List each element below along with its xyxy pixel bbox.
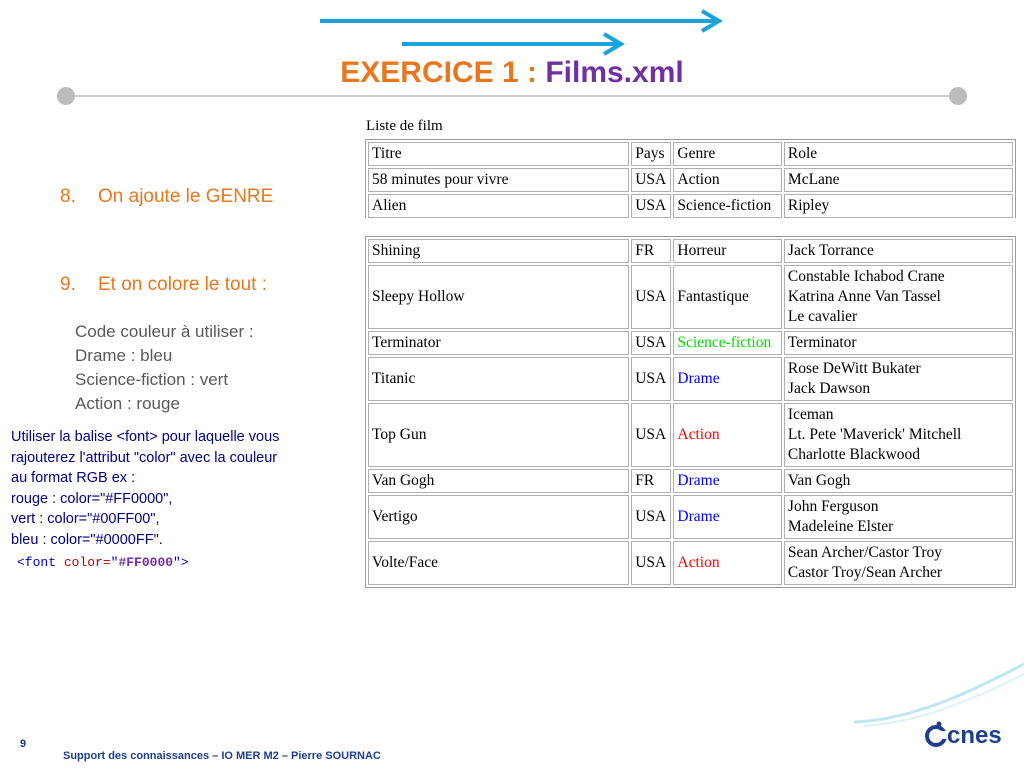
role-line: Ripley bbox=[787, 197, 830, 214]
role-line: Constable Ichabod Crane bbox=[787, 268, 945, 285]
header-titre: Titre bbox=[368, 142, 629, 166]
cell-genre: Science-fiction bbox=[673, 331, 782, 355]
arrow-right-icon bbox=[318, 8, 728, 58]
color-code-heading: Code couleur à utiliser : bbox=[75, 322, 254, 341]
page-number: 9 bbox=[20, 738, 27, 750]
cell-pays: USA bbox=[631, 331, 671, 355]
role-line: Jack Torrance bbox=[787, 242, 874, 259]
color-code-drame: Drame : bleu bbox=[75, 346, 173, 365]
cell-titre: Shining bbox=[368, 239, 629, 263]
cell-role bbox=[784, 239, 1013, 263]
cell-role bbox=[784, 357, 1013, 401]
cell-titre: Van Gogh bbox=[368, 469, 629, 493]
cell-titre: Sleepy Hollow bbox=[368, 265, 629, 329]
step-9: 9. Et on colore le tout : bbox=[60, 274, 267, 295]
cell-titre: Alien bbox=[368, 194, 629, 218]
cell-role bbox=[784, 168, 1013, 192]
table-row bbox=[368, 469, 1013, 493]
cell-genre: Horreur bbox=[673, 239, 782, 263]
cell-genre: Drame bbox=[673, 357, 782, 401]
role-line: Charlotte Blackwood bbox=[787, 446, 921, 463]
cell-genre: Drame bbox=[673, 495, 782, 539]
cell-genre: Drame bbox=[673, 469, 782, 493]
step-8: 8. On ajoute le GENRE bbox=[60, 186, 274, 207]
cell-pays: FR bbox=[631, 469, 671, 493]
cnes-logo-icon: cnes bbox=[925, 721, 1002, 750]
header-genre: Genre bbox=[673, 142, 782, 166]
role-line: McLane bbox=[787, 171, 840, 188]
films-table-top bbox=[365, 139, 1016, 218]
divider-dot-right bbox=[949, 87, 967, 105]
footer-text: Support des connaissances – IO MER M2 – Pierre SOURNAC bbox=[63, 750, 381, 762]
divider-dot-left bbox=[57, 87, 75, 105]
color-code-action: Action : rouge bbox=[75, 394, 180, 413]
code-example: <font color="#FF0000"> bbox=[17, 555, 189, 570]
role-line: Le cavalier bbox=[787, 308, 858, 325]
table-row bbox=[368, 357, 1013, 401]
decorative-swoosh bbox=[854, 660, 1024, 730]
cell-pays: USA bbox=[631, 541, 671, 585]
role-line: Katrina Anne Van Tassel bbox=[787, 288, 941, 305]
cell-role bbox=[784, 265, 1013, 329]
page-title: EXERCICE 1 : Films.xml bbox=[340, 56, 684, 89]
cell-genre: Action bbox=[673, 403, 782, 467]
header-role: Role bbox=[784, 142, 1013, 166]
cell-role bbox=[784, 495, 1013, 539]
cell-role bbox=[784, 194, 1013, 218]
cell-titre: Titanic bbox=[368, 357, 629, 401]
cell-titre: 58 minutes pour vivre bbox=[368, 168, 629, 192]
table-row bbox=[368, 403, 1013, 467]
role-line: Sean Archer/Castor Troy bbox=[787, 544, 943, 561]
cell-pays: USA bbox=[631, 357, 671, 401]
role-line: Lt. Pete 'Maverick' Mitchell bbox=[787, 426, 962, 443]
table-row bbox=[368, 194, 1013, 218]
color-code-list bbox=[75, 320, 254, 416]
instructions: Utiliser la balise <font> pour laquelle vous rajouterez l'attribut "color" avec la couleur au format RGB ex : rouge : color="#FF0000", vert : color="#00FF00", bleu : color="#0000FF". bbox=[11, 429, 280, 548]
cell-pays: FR bbox=[631, 239, 671, 263]
role-line: John Ferguson bbox=[787, 498, 879, 515]
cell-pays: USA bbox=[631, 265, 671, 329]
table-row bbox=[368, 239, 1013, 263]
color-code-sf: Science-fiction : vert bbox=[75, 370, 229, 389]
cell-titre: Volte/Face bbox=[368, 541, 629, 585]
table-row bbox=[368, 541, 1013, 585]
role-line: Rose DeWitt Bukater bbox=[787, 360, 921, 377]
role-line: Jack Dawson bbox=[787, 380, 871, 397]
role-line: Terminator bbox=[787, 334, 857, 351]
role-line: Madeleine Elster bbox=[787, 518, 894, 535]
cell-role bbox=[784, 403, 1013, 467]
cell-genre: Action bbox=[673, 168, 782, 192]
table-row bbox=[368, 265, 1013, 329]
cell-role bbox=[784, 541, 1013, 585]
cell-titre: Vertigo bbox=[368, 495, 629, 539]
header-pays: Pays bbox=[631, 142, 671, 166]
cell-genre: Science-fiction bbox=[673, 194, 782, 218]
cell-pays: USA bbox=[631, 495, 671, 539]
table-row bbox=[368, 495, 1013, 539]
cell-genre: Action bbox=[673, 541, 782, 585]
table-row bbox=[368, 331, 1013, 355]
table-row bbox=[368, 168, 1013, 192]
cell-pays: USA bbox=[631, 168, 671, 192]
role-line: Van Gogh bbox=[787, 472, 851, 489]
table-header-row bbox=[368, 142, 1013, 166]
cell-genre: Fantastique bbox=[673, 265, 782, 329]
cell-role bbox=[784, 469, 1013, 493]
cell-titre: Terminator bbox=[368, 331, 629, 355]
title-divider bbox=[62, 95, 958, 97]
role-line: Iceman bbox=[787, 406, 834, 423]
cell-role bbox=[784, 331, 1013, 355]
table-caption: Liste de film bbox=[366, 118, 443, 134]
role-line: Castor Troy/Sean Archer bbox=[787, 564, 943, 581]
films-table-bottom bbox=[365, 236, 1016, 588]
cell-titre: Top Gun bbox=[368, 403, 629, 467]
cell-pays: USA bbox=[631, 403, 671, 467]
cell-pays: USA bbox=[631, 194, 671, 218]
